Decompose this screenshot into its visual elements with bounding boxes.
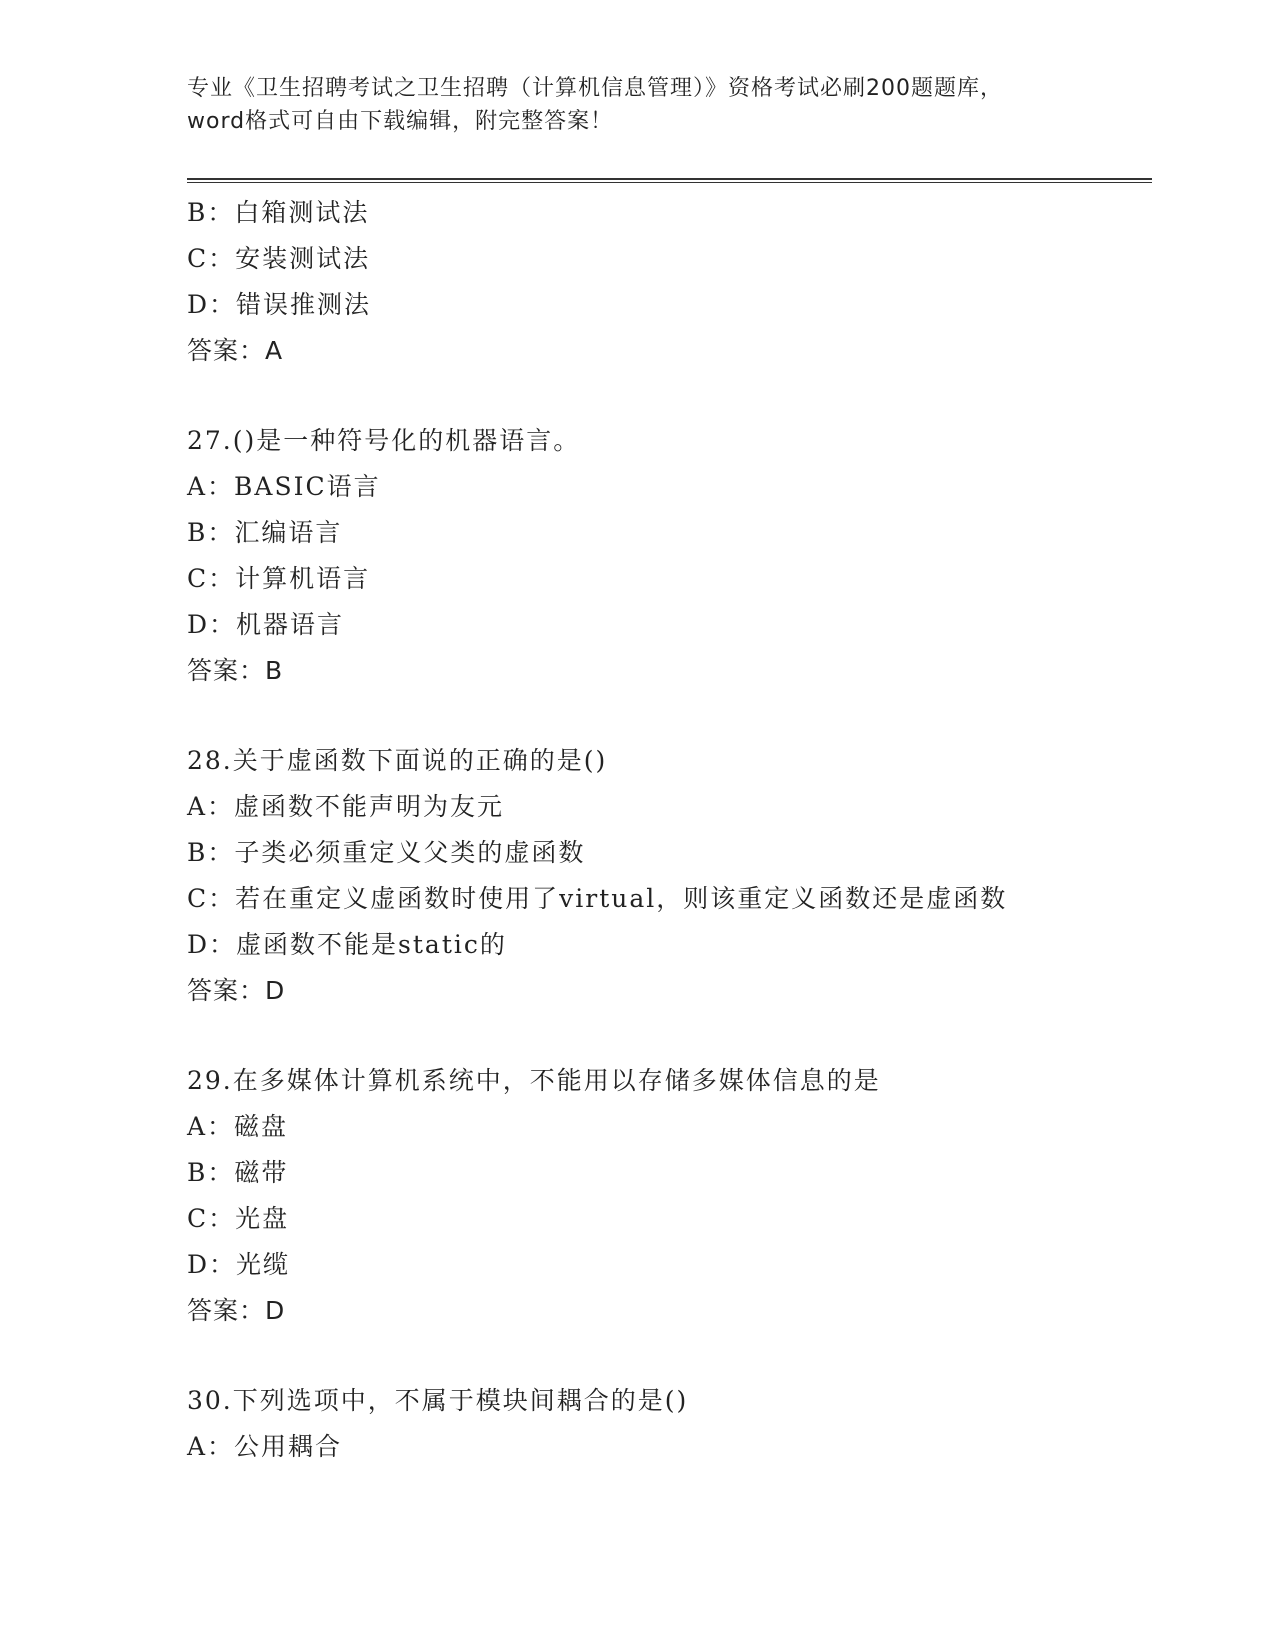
answer: 答案：D: [187, 976, 286, 1005]
option-d: D：虚函数不能是static的: [187, 930, 507, 959]
header-line-1: 专业《卫生招聘考试之卫生招聘（计算机信息管理）》资格考试必刷200题题库，: [187, 76, 1003, 101]
document-header: [187, 72, 1087, 138]
question-text: 27.()是一种符号化的机器语言。: [187, 426, 581, 455]
question-28: [187, 738, 1147, 1014]
option-d: D：机器语言: [187, 610, 345, 639]
question-text: 29.在多媒体计算机系统中，不能用以存储多媒体信息的是: [187, 1066, 881, 1095]
option-d: D：错误推测法: [187, 290, 372, 319]
header-line-2: word格式可自由下载编辑，附完整答案！: [187, 109, 614, 134]
option-a: A：BASIC语言: [187, 472, 381, 501]
question-26-tail: [187, 190, 1147, 374]
option-b: B：汇编语言: [187, 518, 343, 547]
header-divider: [187, 178, 1152, 183]
question-text: 30.下列选项中，不属于模块间耦合的是(): [187, 1386, 689, 1415]
option-c: C：光盘: [187, 1204, 290, 1233]
option-c: C：安装测试法: [187, 244, 371, 273]
option-a: A：公用耦合: [187, 1432, 343, 1461]
option-b: B：子类必须重定义父类的虚函数: [187, 838, 586, 867]
option-b: B：磁带: [187, 1158, 289, 1187]
question-list: [187, 190, 1147, 1470]
option-c: C：计算机语言: [187, 564, 371, 593]
question-27: [187, 418, 1147, 694]
answer: 答案：A: [187, 336, 284, 365]
option-d: D：光缆: [187, 1250, 291, 1279]
option-b: B：白箱测试法: [187, 198, 370, 227]
option-c: C：若在重定义虚函数时使用了virtual，则该重定义函数还是虚函数: [187, 884, 1008, 913]
option-a: A：磁盘: [187, 1112, 289, 1141]
question-29: [187, 1058, 1147, 1334]
question-30: [187, 1378, 1147, 1470]
answer: 答案：D: [187, 1296, 286, 1325]
answer: 答案：B: [187, 656, 284, 685]
option-a: A：虚函数不能声明为友元: [187, 792, 505, 821]
question-text: 28.关于虚函数下面说的正确的是(): [187, 746, 608, 775]
